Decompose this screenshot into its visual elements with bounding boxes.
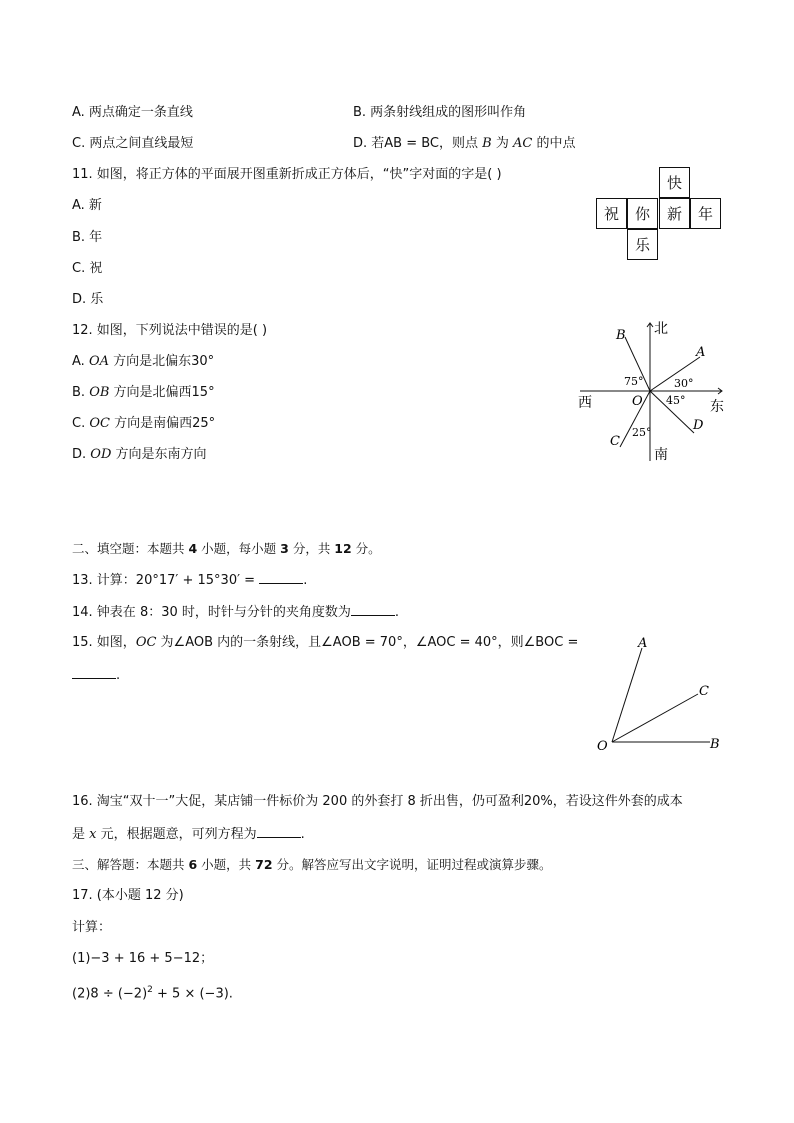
section-2-heading-mid2: 分，共 bbox=[288, 541, 335, 556]
angle-aob-figure bbox=[594, 632, 726, 756]
q12-option-d-post: 方向是东南方向 bbox=[111, 447, 207, 462]
q10-point-b: B bbox=[482, 136, 492, 151]
section-2-points-each: 3 bbox=[280, 541, 289, 556]
section-2-heading-post: 分。 bbox=[351, 541, 381, 556]
q13 bbox=[72, 571, 307, 590]
q17-part-2-exponent: 2 bbox=[147, 985, 153, 995]
q11-option-c: C. 祝 bbox=[72, 261, 103, 276]
compass-figure bbox=[570, 315, 730, 465]
q14-end: . bbox=[394, 605, 400, 620]
q16-variable-x: x bbox=[89, 827, 97, 842]
q14-answer-blank[interactable] bbox=[351, 603, 395, 616]
q11-option-a: A. 新 bbox=[72, 198, 102, 213]
section-2-count: 4 bbox=[188, 541, 198, 556]
q12-option-c bbox=[72, 415, 215, 433]
q10-option-d-mid: 为 bbox=[491, 136, 513, 151]
q15-stem-post: 为∠AOB 内的一条射线，且∠AOB = 70°，∠AOC = 40°，则∠BOC = bbox=[156, 635, 579, 650]
angle-25-label: 25° bbox=[632, 426, 652, 439]
angle-45-label: 45° bbox=[666, 394, 686, 407]
q10-option-a: A. 两点确定一条直线 bbox=[72, 105, 193, 120]
net-cell-row-1: 祝 bbox=[596, 198, 627, 229]
q12-ray-oa: OA bbox=[88, 354, 109, 369]
q12-ray-od: OD bbox=[90, 447, 112, 462]
q12-option-d-pre: D. bbox=[72, 447, 91, 462]
q12-option-b-post: 方向是北偏西15° bbox=[109, 385, 215, 400]
q12-option-a-post: 方向是北偏东30° bbox=[108, 354, 215, 369]
q12-option-b bbox=[72, 384, 215, 402]
point-a-label: A bbox=[696, 345, 706, 360]
angle-75-label: 75° bbox=[624, 375, 644, 388]
east-label: 东 bbox=[710, 399, 724, 415]
q17-part-2-pre: (2)8 ÷ (−2) bbox=[72, 986, 148, 1002]
section-2-heading-mid1: 小题，每小题 bbox=[197, 541, 281, 556]
section-2-heading-pre: 二、填空题：本题共 bbox=[72, 541, 189, 556]
q17-part-2-post: + 5 × (−3). bbox=[152, 986, 233, 1002]
point-o-label: O bbox=[597, 739, 608, 754]
section-2-total: 12 bbox=[334, 541, 352, 556]
net-cell-top: 快 bbox=[659, 167, 690, 198]
q12-option-b-pre: B. bbox=[72, 385, 90, 400]
q15-ray-oc: OC bbox=[135, 635, 157, 650]
q13-end: . bbox=[303, 573, 308, 588]
angle-30-label: 30° bbox=[674, 377, 694, 390]
section-3-total: 72 bbox=[255, 857, 273, 872]
q13-stem: 13. 计算：20°17′ + 15°30′ = bbox=[72, 573, 260, 588]
section-3-heading bbox=[72, 856, 552, 874]
q12-stem: 12. 如图，下列说法中错误的是( ) bbox=[72, 323, 268, 338]
q12-option-a-pre: A. bbox=[72, 354, 89, 369]
point-c-label: C bbox=[610, 434, 620, 449]
q15-stem bbox=[72, 634, 578, 652]
q15-answer-blank[interactable] bbox=[72, 666, 116, 679]
point-b-label: B bbox=[616, 328, 626, 343]
q17-stem: 17. (本小题 12 分) bbox=[72, 888, 184, 903]
q15-answer-line bbox=[72, 666, 120, 685]
q14-stem: 14. 钟表在 8：30 时，时针与分针的夹角度数为 bbox=[72, 605, 351, 620]
section-3-count: 6 bbox=[188, 857, 198, 872]
q11-option-d: D. 乐 bbox=[72, 292, 104, 307]
section-3-heading-mid: 小题，共 bbox=[197, 857, 256, 872]
q16-answer-blank[interactable] bbox=[257, 825, 301, 838]
q16-line-1: 16. 淘宝“双十一”大促，某店铺一件标价为 200 的外套打 8 折出售，仍可盈利20%，若设这件外套的成本 bbox=[72, 794, 683, 809]
net-cell-bottom: 乐 bbox=[627, 229, 658, 260]
q16-end: . bbox=[300, 827, 305, 842]
q11-stem: 11. 如图，将正方体的平面展开图重新折成正方体后，“快”字对面的字是( ) bbox=[72, 167, 502, 182]
q12-ray-ob: OB bbox=[89, 385, 110, 400]
q16-line-2 bbox=[72, 825, 305, 844]
point-b-label: B bbox=[710, 737, 720, 752]
q10-option-b: B. 两条射线组成的图形叫作角 bbox=[353, 105, 527, 120]
q12-ray-oc: OC bbox=[89, 416, 110, 431]
q17-label: 计算： bbox=[72, 920, 112, 935]
net-cell-row-2: 你 bbox=[627, 198, 658, 229]
q11-option-b: B. 年 bbox=[72, 230, 103, 245]
section-2-heading bbox=[72, 540, 381, 558]
north-label: 北 bbox=[654, 321, 668, 337]
q10-option-d-pre: D. 若AB = BC，则点 bbox=[353, 136, 483, 151]
q10-option-d-post: 的中点 bbox=[532, 136, 576, 151]
q15-end: . bbox=[116, 668, 121, 683]
cube-net-figure bbox=[596, 167, 724, 263]
point-a-label: A bbox=[638, 636, 648, 651]
q10-segment-ac: AC bbox=[512, 136, 533, 151]
origin-label: O bbox=[632, 394, 643, 409]
section-3-heading-post: 分。解答应写出文字说明，证明过程或演算步骤。 bbox=[272, 857, 552, 872]
q12-option-c-post: 方向是南偏西25° bbox=[109, 416, 216, 431]
q14 bbox=[72, 603, 399, 622]
south-label: 南 bbox=[654, 447, 668, 463]
q12-option-a bbox=[72, 353, 214, 371]
q17-part-1: (1)−3 + 16 + 5−12； bbox=[72, 951, 214, 966]
q10-option-d bbox=[353, 135, 575, 153]
q15-stem-pre: 15. 如图， bbox=[72, 635, 136, 650]
net-cell-row-3: 新 bbox=[659, 198, 690, 229]
q16-line-2-pre: 是 bbox=[72, 827, 90, 842]
q12-option-d bbox=[72, 446, 207, 464]
point-c-label: C bbox=[699, 684, 709, 699]
net-cell-row-4: 年 bbox=[690, 198, 721, 229]
q12-option-c-pre: C. bbox=[72, 416, 90, 431]
west-label: 西 bbox=[578, 395, 592, 411]
section-3-heading-pre: 三、解答题：本题共 bbox=[72, 857, 189, 872]
q10-option-c: C. 两点之间直线最短 bbox=[72, 136, 194, 151]
q17-part-2 bbox=[72, 981, 233, 1003]
point-d-label: D bbox=[693, 418, 704, 433]
q16-line-2-post: 元，根据题意，可列方程为 bbox=[96, 827, 257, 842]
q13-answer-blank[interactable] bbox=[259, 571, 303, 584]
